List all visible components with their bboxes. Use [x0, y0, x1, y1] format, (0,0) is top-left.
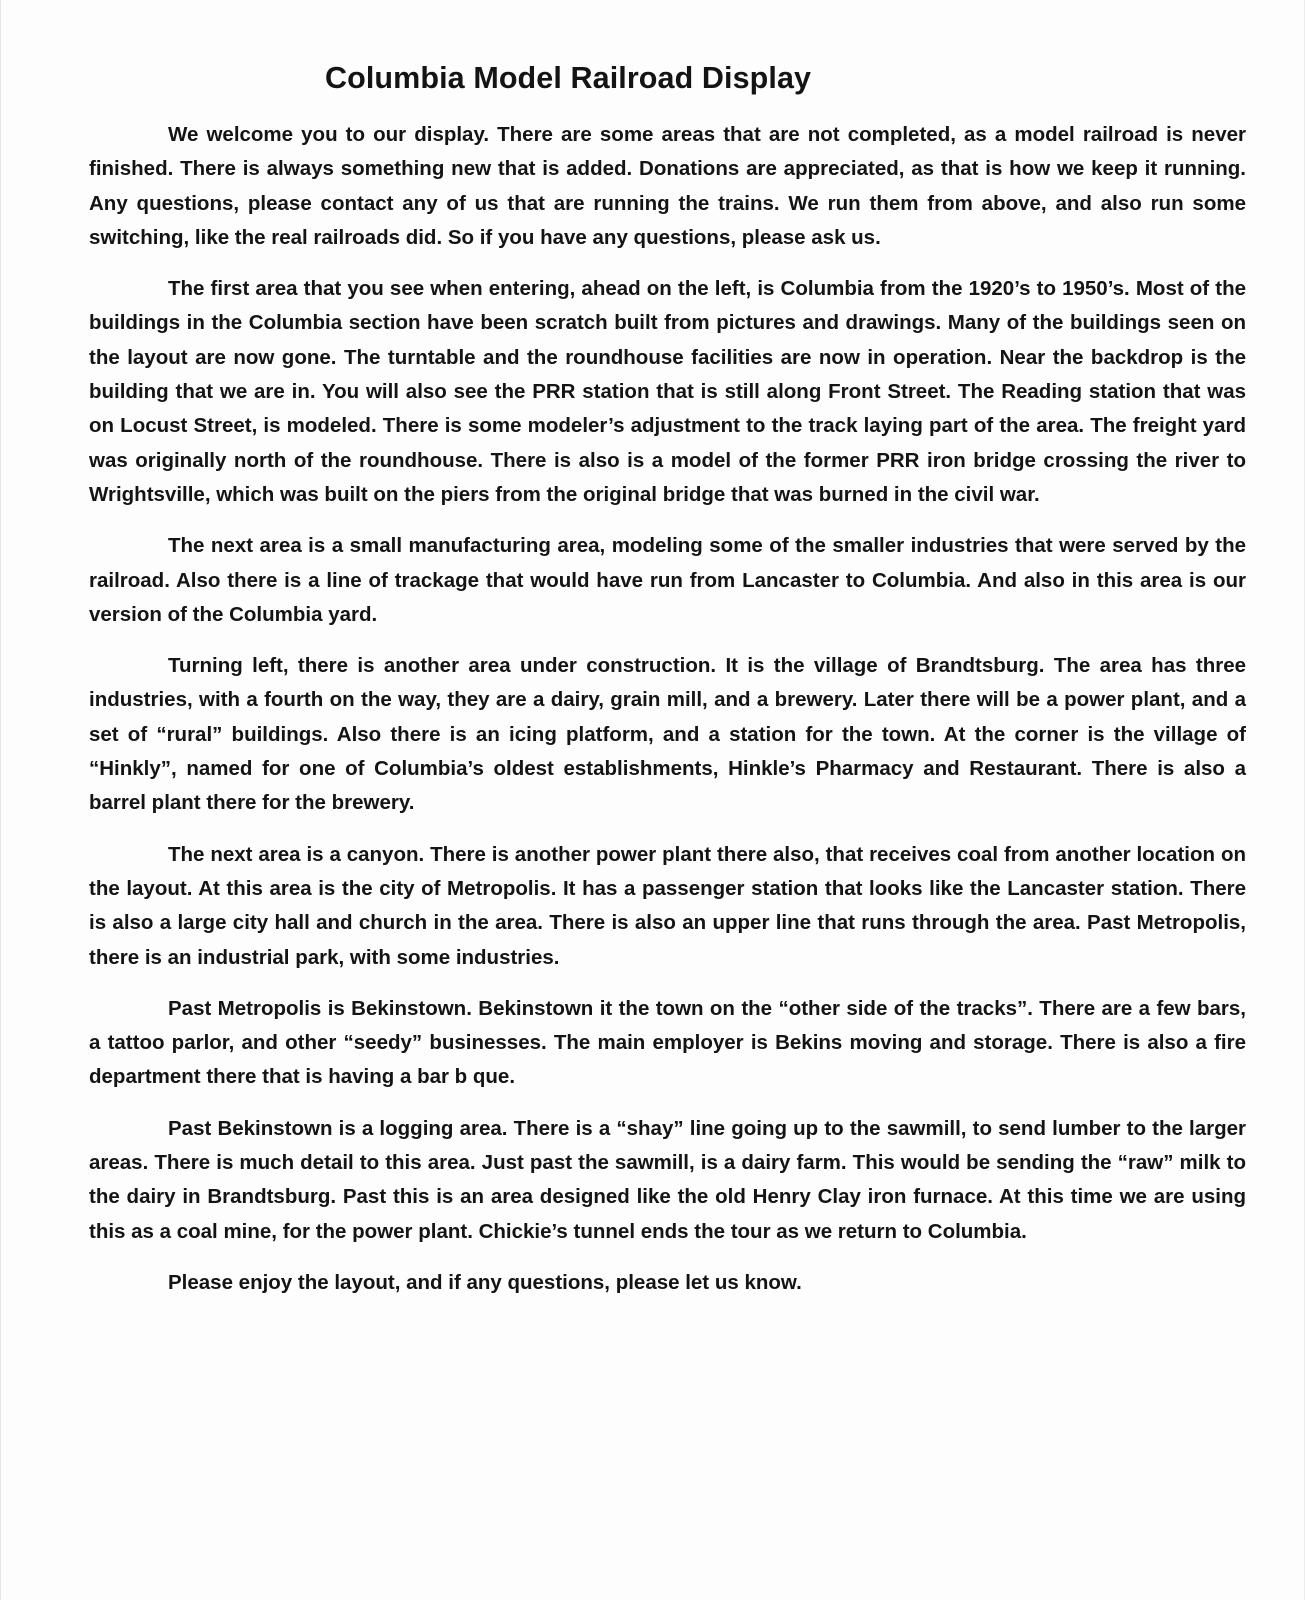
paragraph-canyon-metropolis: The next area is a canyon. There is another power plant there also, that receives coal from another location on the layout. At this area is the city of Metropolis. It has a passenger station that looks like the Lancaster station. There is also a large city hall and church in the area. There is also an upper line that runs through the area. Past Metropolis, there is an industrial park, with some industries. [89, 842, 1246, 969]
paragraph-welcome: We welcome you to our display. There are some areas that are not completed, as a model railroad is never finished. There is always something new that is added. Donations are appreciated, as that is how we keep it running. Any questions, please contact any of us that are running the trains. We run them from above, and also run some switching, like the real railroads did. So if you have any questions, please ask us. [89, 123, 1246, 249]
paragraph-closing: Please enjoy the layout, and if any questions, please let us know. [168, 1270, 802, 1294]
paragraph-brandtsburg: Turning left, there is another area under construction. It is the village of Brandtsburg. The area has three industries, with a fourth on the way, they are a dairy, grain mill, and a brewery. Later there will be a power plant, and a set of “rural” buildings. Also there is an icing platform, and a station for the town. At the corner is the village of “Hinkly”, named for one of Columbia’s oldest establishments, Hinkle’s Pharmacy and Restaurant. There is also a barrel plant there for the brewery. [89, 654, 1246, 815]
paragraph-logging-area: Past Bekinstown is a logging area. There is a “shay” line going up to the sawmill, to send lumber to the larger areas. There is much detail to this area. Just past the sawmill, is a dairy farm. This would be sending the “raw” milk to the dairy in Brandtsburg. Past this is an area designed like the old Henry Clay iron furnace. At this time we are using this as a coal mine, for the power plant. Chickie’s tunnel ends the tour as we return to Columbia. [89, 1116, 1246, 1243]
page-title: Columbia Model Railroad Display [325, 61, 812, 95]
paragraph-columbia-area: The first area that you see when entering, ahead on the left, is Columbia from the 1920’s to 1950’s. Most of the buildings in the Columbia section have been scratch built from pictures and drawings. Many of the buildings seen on the layout are now gone. The turntable and the roundhouse facilities are now in operation. Near the backdrop is the building that we are in. You will also see the PRR station that is still along Front Street. The Reading station that was on Locust Street, is modeled. There is some modeler’s adjustment to the track laying part of the area. The freight yard was originally north of the roundhouse. There is also is a model of the former PRR iron bridge crossing the river to Wrightsville, which was built on the piers from the original bridge that was burned in the civil war. [89, 277, 1246, 506]
paragraph-manufacturing-area: The next area is a small manufacturing area, modeling some of the smaller industries that were served by the railroad. Also there is a line of trackage that would have run from Lancaster to Columbia. And also in this area is our version of the Columbia yard. [89, 534, 1246, 626]
paragraph-bekinstown: Past Metropolis is Bekinstown. Bekinstown it the town on the “other side of the tracks”. There are a few bars, a tattoo parlor, and other “seedy” businesses. The main employer is Bekins moving and storage. There is also a fire department there that is having a bar b que. [89, 996, 1246, 1089]
